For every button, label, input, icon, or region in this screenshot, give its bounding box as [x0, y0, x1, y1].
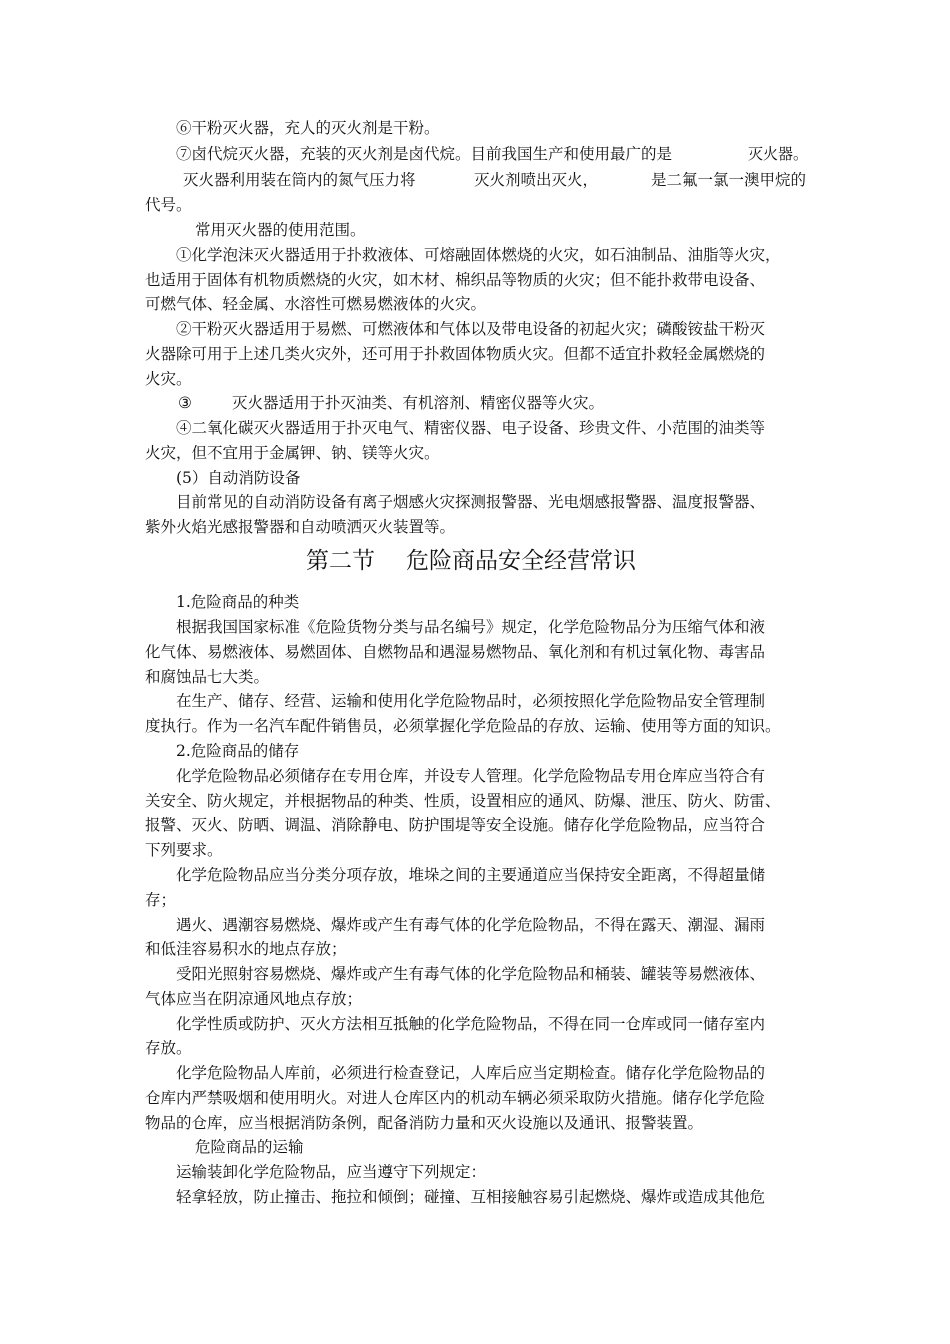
line-text: 1.危险商品的种类: [176, 593, 300, 611]
text-line: [0, 391, 950, 415]
line-text: 物品的仓库，应当根据消防条例，配备消防力量和灭火设施以及通讯、报警装置。: [145, 1114, 704, 1132]
text-line: [0, 590, 950, 614]
line-text: ①化学泡沫灭火器适用于扑救液体、可熔融固体燃烧的火灾，如石油制品、油脂等火灾，: [176, 246, 781, 264]
text-line: [0, 1061, 950, 1085]
text-line: [0, 1012, 950, 1036]
line-text: 常用灭火器的使用范围。: [195, 221, 366, 239]
text-line: [0, 243, 950, 267]
line-text: 受阳光照射容易燃烧、爆炸或产生有毒气体的化学危险物品和桶装、罐装等易燃液体、: [176, 965, 766, 983]
line-text: 关安全、防火规定，并根据物品的种类、性质，设置相应的通风、防爆、泄压、防火、防雷、: [145, 792, 781, 810]
text-line: [0, 789, 950, 813]
line-text: 化学危险物品人库前，必须进行检查登记，人库后应当定期检查。储存化学危险物品的: [176, 1064, 766, 1082]
line-text: 火器除可用于上述几类火灾外，还可用于扑救固体物质火灾。但都不适宜扑救轻金属燃烧的: [145, 345, 766, 363]
line-text: 存放。: [145, 1039, 192, 1057]
text-line: [0, 1135, 950, 1159]
section-heading-title: 危险商品安全经营常识: [406, 548, 636, 574]
line-text: 火灾。: [145, 370, 192, 388]
text-line: [0, 764, 950, 788]
text-line: [0, 441, 950, 465]
line-text: 和低洼容易积水的地点存放；: [145, 940, 347, 958]
text-line: [0, 1036, 950, 1060]
line-text: 也适用于固体有机物质燃烧的火灾，如木材、棉织品等物质的火灾；但不能扑救带电设备、: [145, 271, 766, 289]
line-text: 报警、灭火、防晒、调温、消除静电、防护围堤等安全设施。储存化学危险物品，应当符合: [145, 816, 766, 834]
line-text: 是二氟一氯一澳甲烷的: [651, 171, 807, 189]
text-line: [0, 714, 950, 738]
line-text: 灭火剂喷出灭火，: [474, 171, 599, 189]
text-line: [0, 142, 950, 166]
text-line: [0, 987, 950, 1011]
line-text: 化学性质或防护、灭火方法相互抵触的化学危险物品，不得在同一仓库或同一储存室内: [176, 1015, 766, 1033]
text-line: [0, 218, 950, 242]
text-line: [0, 367, 950, 391]
text-line: [0, 268, 950, 292]
line-text: 灭火器利用装在筒内的氮气压力将: [183, 171, 416, 189]
line-text: 仓库内严禁吸烟和使用明火。对进人仓库区内的机动车辆必须采取防火措施。储存化学危险: [145, 1089, 766, 1107]
line-text: 危险商品的运输: [195, 1138, 304, 1156]
text-line: [0, 515, 950, 539]
line-text: ③: [178, 394, 192, 412]
line-text: 2.危险商品的储存: [176, 742, 300, 760]
text-line: [0, 1111, 950, 1135]
line-text: 灭火器。: [748, 145, 809, 163]
text-line: [0, 838, 950, 862]
line-text: 化学危险物品必须储存在专用仓库，并设专人管理。化学危险物品专用仓库应当符合有: [176, 767, 766, 785]
line-text: 代号。: [145, 196, 192, 214]
line-text: (5）自动消防设备: [176, 469, 301, 487]
text-line: [0, 1086, 950, 1110]
text-line: [0, 168, 950, 192]
text-line: [0, 1160, 950, 1184]
section-heading: [0, 544, 950, 578]
text-line: [0, 317, 950, 341]
text-line: [0, 813, 950, 837]
line-text: 化气体、易燃液体、易燃固体、自燃物品和遇湿易燃物品、氧化剂和有机过氧化物、毒害品: [145, 643, 766, 661]
section-heading-number: 第二节: [306, 548, 375, 574]
line-text: 在生产、储存、经营、运输和使用化学危险物品时，必须按照化学危险物品安全管理制: [176, 692, 766, 710]
line-text: 灭火器适用于扑灭油类、有机溶剂、精密仪器等火灾。: [232, 394, 605, 412]
text-line: [0, 416, 950, 440]
line-text: 可燃气体、轻金属、水溶性可燃易燃液体的火灾。: [145, 295, 487, 313]
line-text: 火灾，但不宜用于金属钾、钠、镁等火灾。: [145, 444, 440, 462]
text-line: [0, 962, 950, 986]
text-line: [0, 1185, 950, 1209]
text-line: [0, 116, 950, 140]
text-line: [0, 640, 950, 664]
line-text: 和腐蚀品七大类。: [145, 668, 270, 686]
text-line: [0, 937, 950, 961]
line-text: 气体应当在阴凉通风地点存放；: [145, 990, 363, 1008]
line-text: 存；: [145, 891, 177, 909]
line-text: ⑦卤代烷灭火器，充装的灭火剂是卤代烷。目前我国生产和使用最广的是: [176, 145, 673, 163]
text-line: [0, 665, 950, 689]
text-line: [0, 689, 950, 713]
text-line: [0, 466, 950, 490]
text-line: [0, 292, 950, 316]
text-line: [0, 739, 950, 763]
line-text: ②干粉灭火器适用于易燃、可燃液体和气体以及带电设备的初起火灾；磷酸铵盐干粉灭: [176, 320, 766, 338]
text-line: [0, 342, 950, 366]
line-text: ④二氧化碳灭火器适用于扑灭电气、精密仪器、电子设备、珍贵文件、小范围的油类等: [176, 419, 766, 437]
line-text: 下列要求。: [145, 841, 223, 859]
line-text: 度执行。作为一名汽车配件销售员，必须掌握化学危险品的存放、运输、使用等方面的知识。: [145, 717, 781, 735]
text-line: [0, 193, 950, 217]
line-text: 紫外火焰光感报警器和自动喷洒灭火装置等。: [145, 518, 456, 536]
line-text: 化学危险物品应当分类分项存放，堆垛之间的主要通道应当保持安全距离，不得超量储: [176, 866, 766, 884]
text-line: [0, 490, 950, 514]
text-line: [0, 615, 950, 639]
text-line: [0, 863, 950, 887]
line-text: ⑥干粉灭火器，充人的灭火剂是干粉。: [176, 119, 440, 137]
text-line: [0, 913, 950, 937]
line-text: 遇火、遇潮容易燃烧、爆炸或产生有毒气体的化学危险物品，不得在露天、潮湿、漏雨: [176, 916, 766, 934]
line-text: 目前常见的自动消防设备有离子烟感火灾探测报警器、光电烟感报警器、温度报警器、: [176, 493, 766, 511]
line-text: 运输装卸化学危险物品，应当遵守下列规定：: [176, 1163, 487, 1181]
text-line: [0, 888, 950, 912]
line-text: 轻拿轻放，防止撞击、拖拉和倾倒；碰撞、互相接触容易引起燃烧、爆炸或造成其他危: [176, 1188, 766, 1206]
line-text: 根据我国国家标准《危险货物分类与品名编号》规定，化学危险物品分为压缩气体和液: [176, 618, 766, 636]
